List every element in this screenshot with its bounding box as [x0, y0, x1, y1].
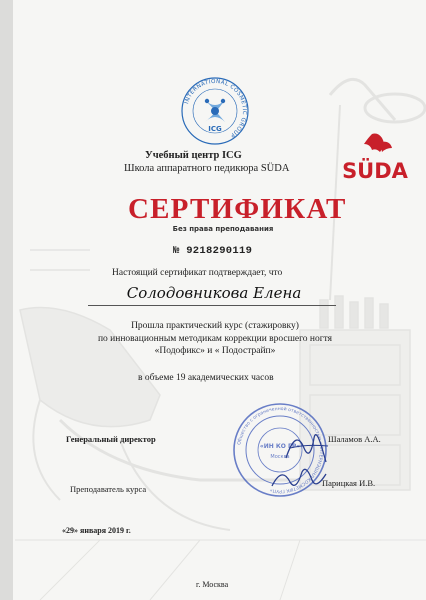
course-line-3: «Подофикс» и « Подострайп» [154, 346, 276, 356]
certificate-title: СЕРТИФИКАТ [128, 193, 347, 225]
recipient-underline [88, 305, 336, 306]
recipient-name: Солодовникова Елена [126, 284, 302, 302]
issue-date: «29» января 2019 г. [62, 526, 131, 535]
icg-ring-text: INTERNATIONAL COSMETIC GROUP [184, 78, 248, 139]
confirm-text: Настоящий сертификат подтверждает, что [112, 268, 283, 278]
suda-bird-icon [364, 134, 392, 153]
director-name: Шаламов А.А. [328, 434, 381, 444]
icg-logo [178, 74, 252, 148]
suda-brand: SÜDA [342, 159, 408, 183]
stamp-ring-text: Общество с ограниченной ответственностью «ИНТЕРНЭШНЛ КОСМЕТИК ГРУП» [237, 406, 324, 494]
suda-logo [334, 128, 416, 184]
issue-city: г. Москва [196, 580, 229, 589]
course-line-2: по инновационным методикам коррекции вросшего ногтя [97, 333, 333, 344]
stamp-inner-text: «ИН КО ГР» [259, 443, 301, 450]
icg-abbr: ICG [208, 125, 222, 133]
stamp-city-text: Москва [270, 454, 290, 460]
certificate-subtitle: Без права преподавания [172, 225, 274, 233]
volume-hours: в объеме 19 академических часов [138, 373, 274, 383]
teacher-label: Преподаватель курса [70, 484, 147, 494]
teacher-name: Парицкая И.В. [322, 478, 376, 488]
course-line-1: Прошла практический курс (стажировку) [131, 321, 299, 331]
course-description [80, 320, 350, 358]
certificate-number: № 9218290119 [173, 245, 253, 257]
training-center-line: Учебный центр ICG [145, 150, 242, 161]
icg-emblem-icon [205, 99, 225, 122]
teacher-signature [268, 460, 330, 496]
director-label: Генеральный директор [66, 434, 156, 444]
school-line: Школа аппаратного педикюра SÜDA [124, 163, 290, 174]
